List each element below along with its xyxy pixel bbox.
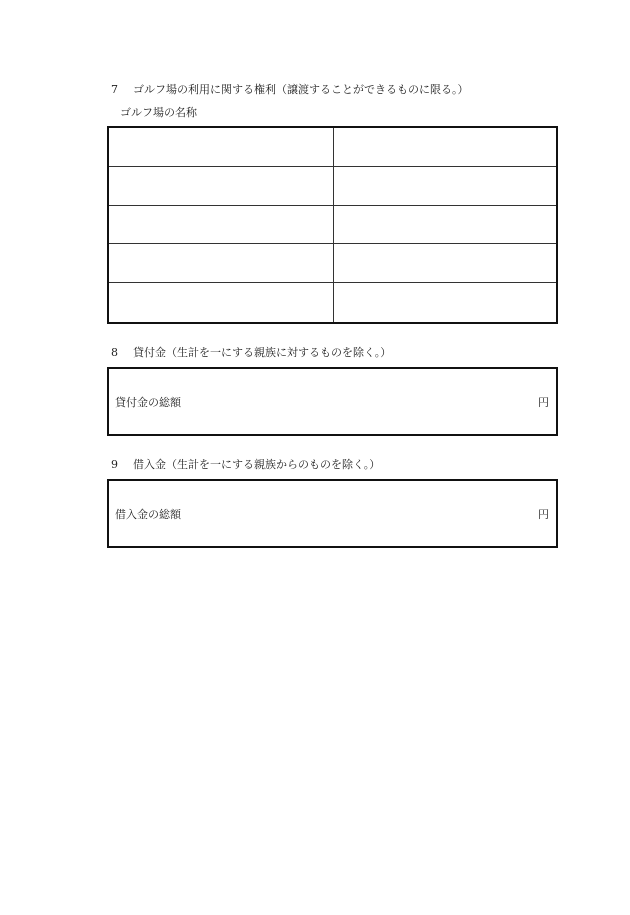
section-9-heading	[111, 458, 380, 472]
golf-table-cell	[109, 128, 334, 167]
section-7-title: ゴルフ場の利用に関する権利（譲渡することができるものに限る。）	[133, 83, 469, 96]
yen-unit: 円	[538, 508, 549, 521]
section-8-number: 8	[111, 346, 118, 359]
section-9-title: 借入金（生計を一にする親族からのものを除く。）	[133, 458, 381, 471]
section-8-heading	[111, 346, 391, 360]
golf-table-cell	[109, 283, 334, 322]
golf-course-name-label: ゴルフ場の名称	[120, 106, 197, 119]
section-8-title: 貸付金（生計を一にする親族に対するものを除く。）	[133, 346, 392, 359]
section-7-number: 7	[111, 83, 118, 96]
borrowings-box	[107, 479, 558, 548]
loans-receivable-label: 貸付金の総額	[115, 396, 181, 409]
golf-table-cell	[109, 244, 334, 283]
golf-course-table	[107, 126, 558, 324]
section-7-heading	[111, 83, 469, 97]
golf-table-cell	[334, 244, 556, 283]
golf-table-cell	[334, 167, 556, 206]
yen-unit: 円	[538, 396, 549, 409]
borrowings-label: 借入金の総額	[115, 508, 181, 521]
golf-table-cell	[334, 128, 556, 167]
section-9-number: 9	[111, 458, 118, 471]
golf-table-cell	[109, 206, 334, 245]
golf-table-cell	[334, 206, 556, 245]
golf-table-cell	[109, 167, 334, 206]
golf-table-cell	[334, 283, 556, 322]
loans-receivable-box	[107, 367, 558, 436]
